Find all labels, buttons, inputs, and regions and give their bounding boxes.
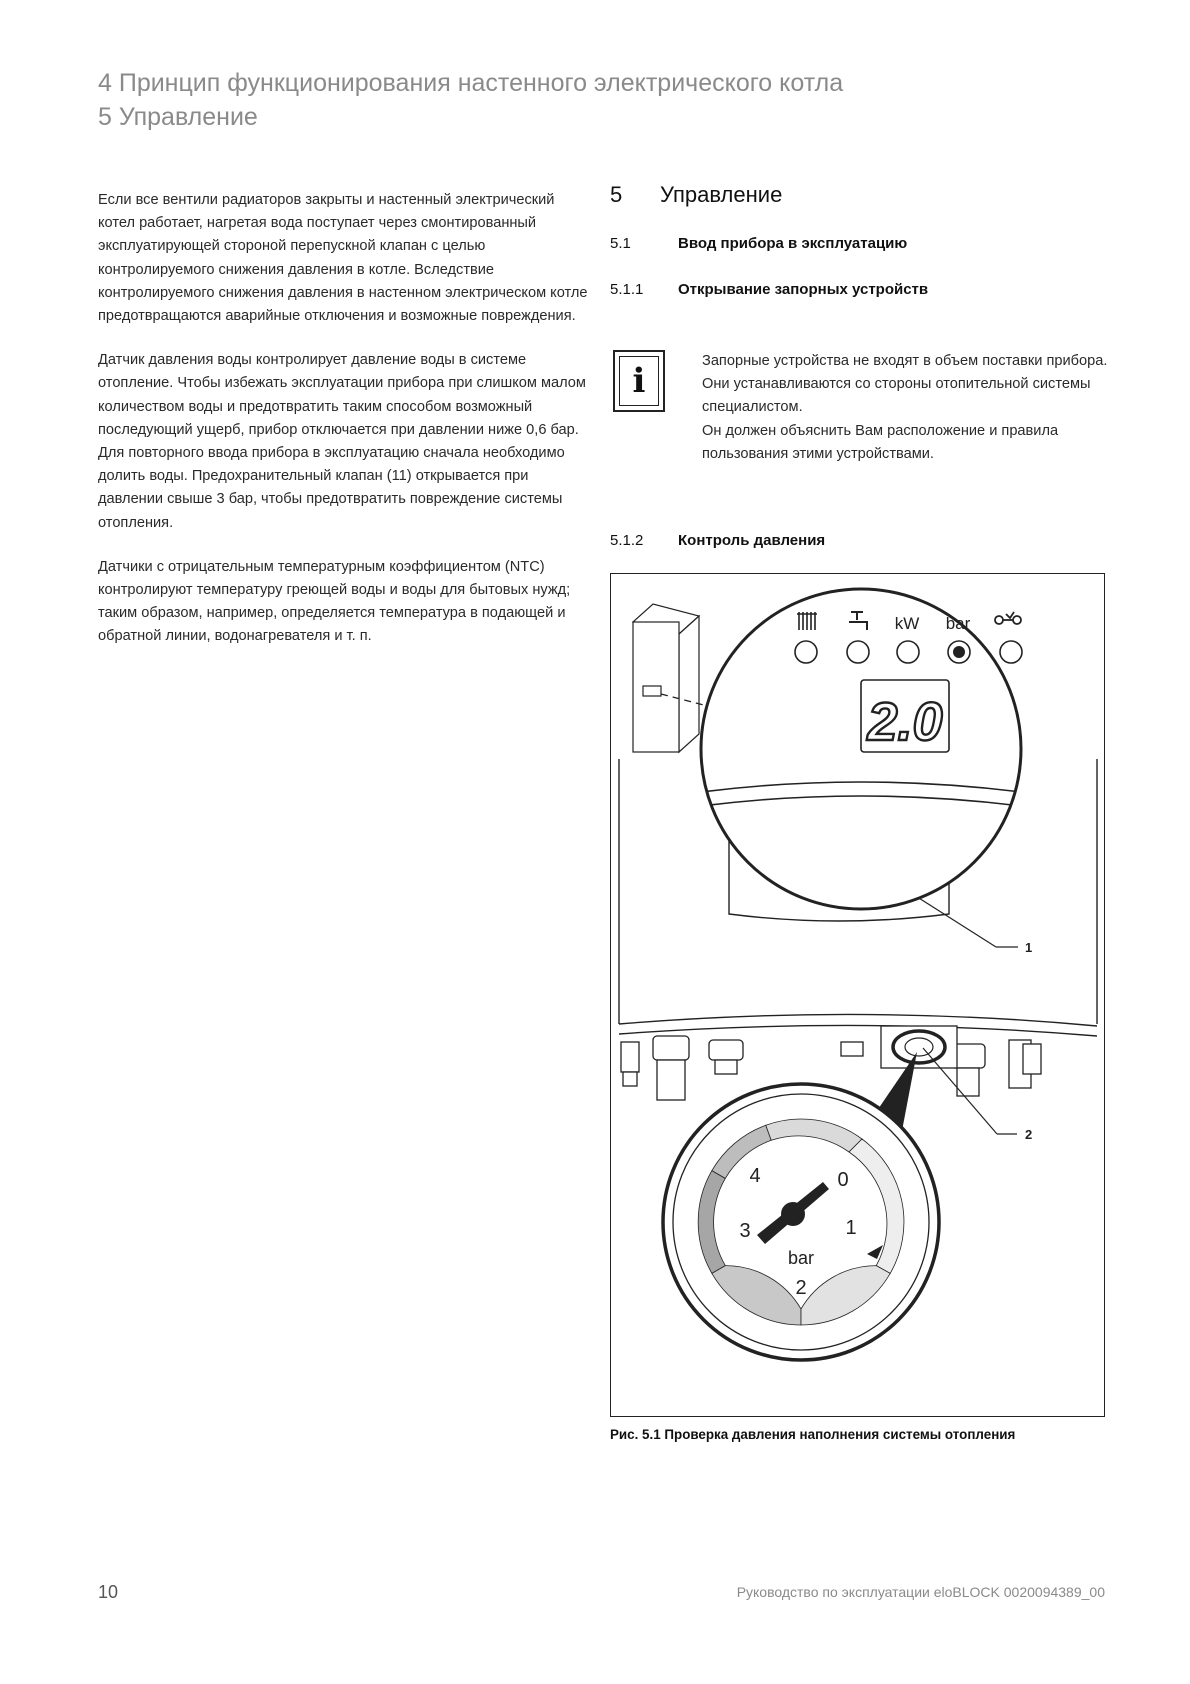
note-text: Запорные устройства не входят в объем поставки прибора. Они устанавливаются со стороны отопительной системы специалистом.: [702, 353, 1108, 416]
key-icon: [995, 612, 1021, 624]
gauge-hub: [781, 1202, 805, 1226]
info-letter: i: [619, 356, 659, 406]
pressure-gauge: [663, 1084, 939, 1360]
info-icon: [613, 350, 665, 412]
figure-pressure-check: [610, 573, 1105, 1417]
callout-2: 2: [1025, 1127, 1033, 1142]
note-text: Он должен объяснить Вам расположение и правила пользования этими устройствами.: [702, 422, 1059, 462]
footer-document-title: Руководство по эксплуатации eloBLOCK 0020094389_00: [736, 1584, 1105, 1600]
section-title: Управление: [660, 182, 783, 207]
info-note: [702, 350, 1112, 466]
subsection-number: 5.1.2: [610, 532, 644, 549]
pressure-diagram: [611, 574, 1105, 1417]
header-line-2: 5 Управление: [98, 103, 258, 131]
subsection-title: Открывание запорных устройств: [678, 281, 929, 298]
boiler-thumbnail: [633, 604, 699, 752]
display-value: 2.0: [867, 692, 943, 752]
subsection-title: Ввод прибора в эксплуатацию: [678, 235, 908, 252]
gauge-unit: bar: [787, 1248, 815, 1268]
manometer-housing: [881, 1026, 957, 1068]
paragraph: Датчики с отрицательным температурным коэффициентом (NTC) контролируют температуру греющей воды и воды для бытовых нужд; таким образом, например, определяется температура в подающей и обратной линии, водонагревателя и т. п.: [98, 558, 571, 645]
gauge-tick-0: 0: [837, 1169, 849, 1191]
paragraph: Если все вентили радиаторов закрыты и настенный электрический котел работает, нагретая вода поступает через смонтированный эксплуатирующей стороной перепускной клапан с целью контролируемого снижения давления в котле. Вследствие контролируемого снижения давления в настенном электрическом котле предотвращаются аварийные отключения и возможные повреждения.: [98, 192, 588, 325]
gauge-tick-2: 2: [795, 1277, 807, 1299]
subsection-5-1-2: [610, 532, 825, 549]
figure-caption: Рис. 5.1 Проверка давления наполнения системы отопления: [610, 1427, 1016, 1442]
subsection-number: 5.1: [610, 235, 631, 252]
zoom-inset: [701, 589, 1022, 909]
gauge-tick-1: 1: [845, 1217, 857, 1239]
section-number: 5: [610, 182, 623, 207]
subsection-title: Контроль давления: [678, 532, 826, 549]
running-header: [98, 66, 843, 134]
kw-icon: kW: [894, 614, 920, 633]
paragraph: Датчик давления воды контролирует давление воды в системе отопление. Чтобы избежать эксплуатации прибора при слишком малом количеством воды и предотвратить таким способом возможный последующий ущерб, прибор отключается при давлении ниже 0,6 бар. Для повторного ввода прибора в эксплуатацию сначала необходимо долить воды. Предохранительный клапан (11) открывается при давлении свыше 3 бар, чтобы предотвратить повреждение системы отопления.: [98, 352, 586, 531]
callout-1: 1: [1025, 940, 1033, 955]
section-heading: [610, 182, 782, 208]
subsection-number: 5.1.1: [610, 281, 644, 298]
subsection-5-1: [610, 235, 907, 252]
left-column: [98, 189, 590, 670]
header-line-1: 4 Принцип функционирования настенного электрического котла: [98, 69, 844, 97]
subsection-5-1-1: [610, 281, 928, 298]
bar-icon: bar: [945, 614, 971, 633]
page-number: 10: [98, 1582, 119, 1602]
gauge-tick-4: 4: [749, 1165, 761, 1187]
gauge-tick-3: 3: [739, 1220, 751, 1242]
